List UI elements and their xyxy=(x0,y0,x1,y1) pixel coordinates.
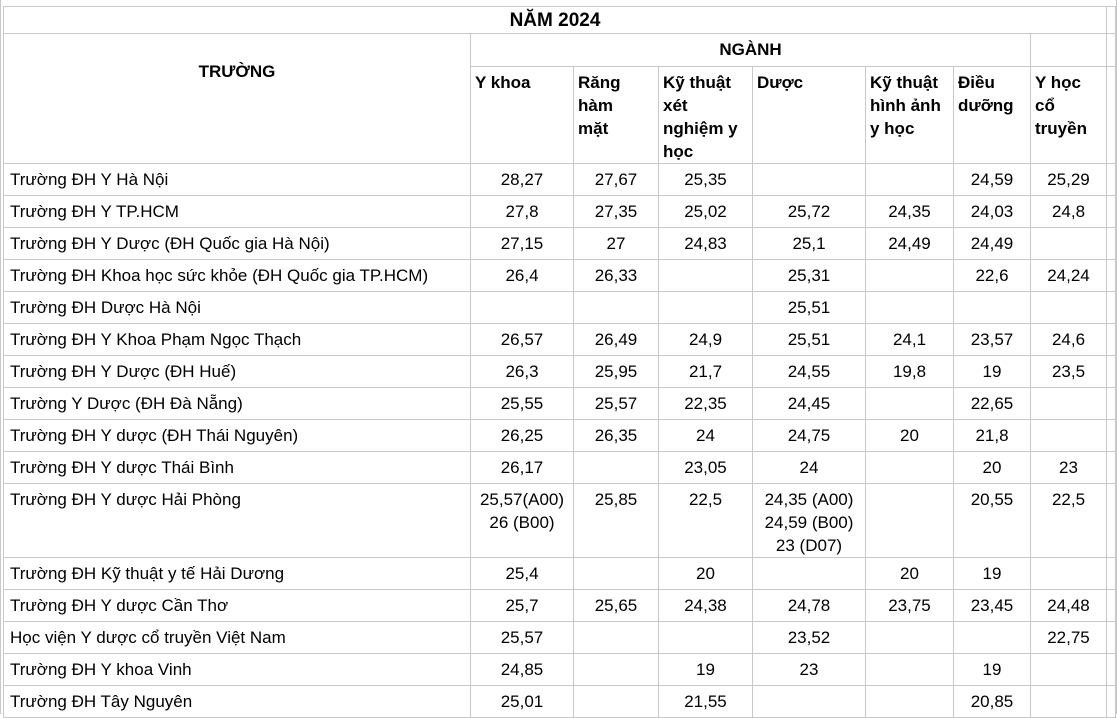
score-cell xyxy=(471,558,574,590)
score-value: 24 xyxy=(799,458,819,477)
score-cell xyxy=(954,292,1031,324)
score-cell xyxy=(659,558,753,590)
score-value: 25,51 xyxy=(787,298,831,317)
score-cell xyxy=(574,484,659,558)
score-cell xyxy=(866,260,954,292)
score-cell xyxy=(574,654,659,686)
score-value: 24,83 xyxy=(684,234,727,253)
school-name: Trường Y Dược (ĐH Đà Nẵng) xyxy=(4,388,471,420)
score-cell xyxy=(471,388,574,420)
score-cell xyxy=(659,484,753,558)
major-column-header xyxy=(753,67,866,164)
score-cell xyxy=(1031,388,1107,420)
score-value: 23,57 xyxy=(970,330,1014,349)
score-cell xyxy=(574,196,659,228)
school-name: Trường ĐH Y Khoa Phạm Ngọc Thạch xyxy=(4,324,471,356)
empty-cell xyxy=(1107,7,1116,34)
table-title: NĂM 2024 xyxy=(4,7,1107,34)
score-value: 24,03 xyxy=(970,202,1014,221)
score-cell xyxy=(574,452,659,484)
score-value: 26 (B00) xyxy=(489,513,555,532)
school-name: Trường ĐH Khoa học sức khỏe (ĐH Quốc gia TP.HCM) xyxy=(4,260,471,292)
score-value: 24,75 xyxy=(787,426,831,445)
empty-cell xyxy=(1107,388,1116,420)
score-cell xyxy=(659,260,753,292)
score-cell xyxy=(753,196,866,228)
score-value: 23,52 xyxy=(787,628,831,647)
school-name: Trường ĐH Kỹ thuật y tế Hải Dương xyxy=(4,558,471,590)
score-cell xyxy=(753,388,866,420)
school-name: Trường ĐH Y dược (ĐH Thái Nguyên) xyxy=(4,420,471,452)
score-cell xyxy=(1031,654,1107,686)
score-value: 25,31 xyxy=(787,266,831,285)
score-cell xyxy=(574,324,659,356)
empty-cell xyxy=(1107,484,1116,558)
score-cell xyxy=(574,260,659,292)
score-cell xyxy=(471,654,574,686)
score-cell xyxy=(753,558,866,590)
score-cell xyxy=(954,196,1031,228)
header-text: nghiệm y xyxy=(663,119,738,138)
empty-cell xyxy=(1107,260,1116,292)
score-value: 24,38 xyxy=(684,596,727,615)
score-cell xyxy=(659,324,753,356)
score-value: 25,57(A00) xyxy=(479,490,565,509)
header-text: dưỡng xyxy=(958,96,1014,115)
score-value: 19,8 xyxy=(892,362,927,381)
score-value: 25,4 xyxy=(505,564,539,583)
score-cell xyxy=(471,324,574,356)
score-cell xyxy=(471,484,574,558)
score-cell xyxy=(954,388,1031,420)
score-value: 26,25 xyxy=(500,426,544,445)
score-cell xyxy=(866,164,954,196)
score-value: 21,55 xyxy=(684,692,727,711)
score-value: 23,05 xyxy=(684,458,727,477)
empty-cell xyxy=(1107,196,1116,228)
score-value: 24,48 xyxy=(1047,596,1090,615)
score-value: 26,33 xyxy=(594,266,638,285)
score-value: 27,8 xyxy=(505,202,539,221)
score-cell xyxy=(753,420,866,452)
school-name: Trường ĐH Y khoa Vinh xyxy=(4,654,471,686)
score-value: 27 xyxy=(606,234,626,253)
score-cell xyxy=(1031,590,1107,622)
score-cell xyxy=(574,590,659,622)
empty-cell xyxy=(1107,420,1116,452)
score-value: 25,7 xyxy=(505,596,539,615)
score-cell xyxy=(659,228,753,260)
score-value: 25,72 xyxy=(787,202,831,221)
table-row xyxy=(4,686,1116,718)
score-cell xyxy=(866,622,954,654)
score-cell xyxy=(866,484,954,558)
header-text: hình ảnh xyxy=(870,96,941,115)
score-value: 20 xyxy=(900,426,919,445)
score-value: 24,55 xyxy=(787,362,831,381)
score-cell xyxy=(866,388,954,420)
table-row xyxy=(4,654,1116,686)
school-name: Trường ĐH Y Dược (ĐH Huế) xyxy=(4,356,471,388)
score-cell xyxy=(954,558,1031,590)
score-cell xyxy=(954,484,1031,558)
score-cell xyxy=(659,388,753,420)
score-cell xyxy=(1031,260,1107,292)
score-value: 24,85 xyxy=(500,660,544,679)
score-value: 23,5 xyxy=(1051,362,1086,381)
school-name: Trường ĐH Y Hà Nội xyxy=(4,164,471,196)
score-cell xyxy=(866,558,954,590)
score-cell xyxy=(471,260,574,292)
header-text: hàm xyxy=(578,96,613,115)
score-cell xyxy=(866,324,954,356)
header-text: Y khoa xyxy=(475,73,531,92)
table-row xyxy=(4,622,1116,654)
school-name: Trường ĐH Y dược Thái Bình xyxy=(4,452,471,484)
score-cell xyxy=(1031,324,1107,356)
score-cell xyxy=(1031,196,1107,228)
header-text: mặt xyxy=(578,119,609,138)
school-name: Học viện Y dược cổ truyền Việt Nam xyxy=(4,622,471,654)
header-text: truyền xyxy=(1035,119,1087,138)
score-value: 27,15 xyxy=(500,234,544,253)
score-cell xyxy=(574,420,659,452)
score-value: 24,35 xyxy=(888,202,931,221)
score-cell xyxy=(574,356,659,388)
score-cell xyxy=(1031,356,1107,388)
score-value: 24,59 xyxy=(970,170,1014,189)
score-value: 19 xyxy=(982,660,1002,679)
empty-cell xyxy=(1031,34,1107,67)
empty-cell xyxy=(1107,590,1116,622)
table-row xyxy=(4,484,1116,558)
major-column-header xyxy=(954,67,1031,164)
score-cell xyxy=(954,228,1031,260)
score-value: 25,55 xyxy=(500,394,544,413)
score-value: 23 xyxy=(1059,458,1078,477)
score-cell xyxy=(471,452,574,484)
score-cell xyxy=(659,622,753,654)
header-text: y học xyxy=(870,119,915,138)
score-value: 22,6 xyxy=(975,266,1009,285)
score-cell xyxy=(574,292,659,324)
score-value: 24,24 xyxy=(1047,266,1090,285)
score-cell xyxy=(1031,164,1107,196)
score-cell xyxy=(471,686,574,718)
school-column-header: TRƯỜNG xyxy=(4,34,471,164)
score-cell xyxy=(753,686,866,718)
score-value: 23 (D07) xyxy=(775,536,843,555)
table-row xyxy=(4,292,1116,324)
score-cell xyxy=(1031,452,1107,484)
score-cell xyxy=(659,420,753,452)
score-value: 21,8 xyxy=(975,426,1009,445)
score-cell xyxy=(471,228,574,260)
score-value: 22,65 xyxy=(970,394,1014,413)
score-value: 20 xyxy=(900,564,919,583)
header-text: cổ xyxy=(1035,96,1055,115)
header-text: Răng xyxy=(578,73,621,92)
major-group-header: NGÀNH xyxy=(471,34,1031,67)
score-cell xyxy=(954,260,1031,292)
score-value: 24,9 xyxy=(688,330,723,349)
score-cell xyxy=(753,292,866,324)
score-cell xyxy=(574,164,659,196)
score-cell xyxy=(866,420,954,452)
score-value: 24,1 xyxy=(892,330,927,349)
score-value: 20 xyxy=(696,564,715,583)
table-row xyxy=(4,324,1116,356)
score-cell xyxy=(753,654,866,686)
score-cell xyxy=(659,356,753,388)
score-cell xyxy=(659,452,753,484)
score-cell xyxy=(866,292,954,324)
score-cell xyxy=(659,292,753,324)
score-cell xyxy=(753,356,866,388)
score-cell xyxy=(866,196,954,228)
header-text: Y học xyxy=(1035,73,1081,92)
score-value: 24 xyxy=(696,426,715,445)
score-value: 25,35 xyxy=(684,170,727,189)
score-value: 25,01 xyxy=(500,692,544,711)
score-cell xyxy=(574,622,659,654)
score-cell xyxy=(1031,558,1107,590)
header-text: xét xyxy=(663,96,688,115)
empty-cell xyxy=(1107,654,1116,686)
score-cell xyxy=(1031,292,1107,324)
score-cell xyxy=(1031,622,1107,654)
score-value: 23 xyxy=(799,660,819,679)
score-value: 22,5 xyxy=(688,490,723,509)
header-text: Điều xyxy=(958,73,995,92)
header-text: Kỹ thuật xyxy=(663,73,731,92)
score-cell xyxy=(866,228,954,260)
score-value: 24,49 xyxy=(970,234,1014,253)
table-row xyxy=(4,356,1116,388)
score-cell xyxy=(1031,228,1107,260)
empty-cell xyxy=(1107,324,1116,356)
score-cell xyxy=(471,590,574,622)
score-value: 25,1 xyxy=(792,234,826,253)
score-cell xyxy=(866,452,954,484)
major-column-header xyxy=(574,67,659,164)
score-cell xyxy=(866,356,954,388)
school-name: Trường ĐH Y dược Cần Thơ xyxy=(4,590,471,622)
score-value: 22,35 xyxy=(684,394,727,413)
score-cell xyxy=(954,452,1031,484)
major-column-header xyxy=(471,67,574,164)
score-value: 24,78 xyxy=(787,596,831,615)
table-row xyxy=(4,420,1116,452)
table-row xyxy=(4,164,1116,196)
score-value: 25,65 xyxy=(594,596,638,615)
score-cell xyxy=(954,356,1031,388)
score-value: 28,27 xyxy=(500,170,544,189)
table-row xyxy=(4,388,1116,420)
score-cell xyxy=(574,686,659,718)
score-value: 27,35 xyxy=(594,202,638,221)
score-cell xyxy=(954,324,1031,356)
score-cell xyxy=(659,654,753,686)
score-value: 25,02 xyxy=(684,202,727,221)
score-value: 25,57 xyxy=(594,394,638,413)
header-text: Kỹ thuật xyxy=(870,73,938,92)
score-cell xyxy=(574,388,659,420)
score-cell xyxy=(471,356,574,388)
score-cell xyxy=(954,654,1031,686)
major-column-header xyxy=(866,67,954,164)
score-value: 25,51 xyxy=(787,330,831,349)
major-column-header xyxy=(659,67,753,164)
score-value: 24,45 xyxy=(787,394,831,413)
score-value: 21,7 xyxy=(688,362,723,381)
score-cell xyxy=(753,324,866,356)
score-value: 25,95 xyxy=(594,362,638,381)
empty-cell xyxy=(1107,622,1116,654)
score-cell xyxy=(1031,484,1107,558)
score-cell xyxy=(753,164,866,196)
table-row xyxy=(4,228,1116,260)
table-row xyxy=(4,452,1116,484)
score-value: 24,8 xyxy=(1051,202,1086,221)
empty-cell xyxy=(1107,686,1116,718)
grid-line xyxy=(0,0,1,714)
score-cell xyxy=(954,622,1031,654)
score-cell xyxy=(471,420,574,452)
score-cell xyxy=(866,686,954,718)
score-cell xyxy=(954,164,1031,196)
score-cell xyxy=(753,484,866,558)
score-cell xyxy=(1031,420,1107,452)
score-value: 25,29 xyxy=(1047,170,1090,189)
table-row xyxy=(4,196,1116,228)
score-cell xyxy=(753,228,866,260)
score-cell xyxy=(574,558,659,590)
empty-cell xyxy=(1107,558,1116,590)
score-value: 19 xyxy=(982,362,1002,381)
empty-cell xyxy=(1107,67,1116,164)
score-value: 26,17 xyxy=(500,458,544,477)
score-cell xyxy=(574,228,659,260)
table-row xyxy=(4,590,1116,622)
score-value: 19 xyxy=(696,660,715,679)
score-value: 26,4 xyxy=(505,266,539,285)
empty-cell xyxy=(1107,34,1116,67)
score-cell xyxy=(659,196,753,228)
score-value: 23,75 xyxy=(888,596,931,615)
score-value: 27,67 xyxy=(594,170,638,189)
score-cell xyxy=(471,196,574,228)
score-value: 24,35 (A00) xyxy=(764,490,854,509)
score-value: 24,59 (B00) xyxy=(764,513,854,532)
score-cell xyxy=(659,686,753,718)
score-value: 20,55 xyxy=(970,490,1014,509)
score-cell xyxy=(954,686,1031,718)
score-cell xyxy=(954,420,1031,452)
score-cell xyxy=(866,590,954,622)
score-cell xyxy=(753,622,866,654)
score-value: 23,45 xyxy=(970,596,1014,615)
score-value: 24,49 xyxy=(888,234,931,253)
header-text: học xyxy=(663,142,694,161)
table-row xyxy=(4,558,1116,590)
school-name: Trường ĐH Y dược Hải Phòng xyxy=(4,484,471,558)
score-value: 25,85 xyxy=(594,490,638,509)
score-value: 26,35 xyxy=(594,426,638,445)
table-row xyxy=(4,260,1116,292)
score-value: 20 xyxy=(982,458,1002,477)
score-value: 22,5 xyxy=(1051,490,1086,509)
score-cell xyxy=(659,590,753,622)
score-cell xyxy=(753,260,866,292)
score-cell xyxy=(753,590,866,622)
score-value: 22,75 xyxy=(1047,628,1090,647)
school-name: Trường ĐH Dược Hà Nội xyxy=(4,292,471,324)
school-name: Trường ĐH Y Dược (ĐH Quốc gia Hà Nội) xyxy=(4,228,471,260)
empty-cell xyxy=(1107,452,1116,484)
admission-score-table xyxy=(3,6,1116,718)
score-value: 26,57 xyxy=(500,330,544,349)
score-cell xyxy=(659,164,753,196)
score-value: 26,49 xyxy=(594,330,638,349)
header-text: Dược xyxy=(757,73,804,92)
score-cell xyxy=(471,622,574,654)
empty-cell xyxy=(1107,164,1116,196)
empty-cell xyxy=(1107,292,1116,324)
score-cell xyxy=(866,654,954,686)
school-name: Trường ĐH Y TP.HCM xyxy=(4,196,471,228)
score-cell xyxy=(1031,686,1107,718)
score-cell xyxy=(471,164,574,196)
score-value: 26,3 xyxy=(505,362,539,381)
empty-cell xyxy=(1107,356,1116,388)
score-value: 24,6 xyxy=(1051,330,1086,349)
score-cell xyxy=(954,590,1031,622)
score-cell xyxy=(471,292,574,324)
school-name: Trường ĐH Tây Nguyên xyxy=(4,686,471,718)
empty-cell xyxy=(1107,228,1116,260)
major-column-header xyxy=(1031,67,1107,164)
score-value: 20,85 xyxy=(970,692,1014,711)
score-value: 25,57 xyxy=(500,628,544,647)
score-cell xyxy=(753,452,866,484)
score-value: 19 xyxy=(982,564,1002,583)
